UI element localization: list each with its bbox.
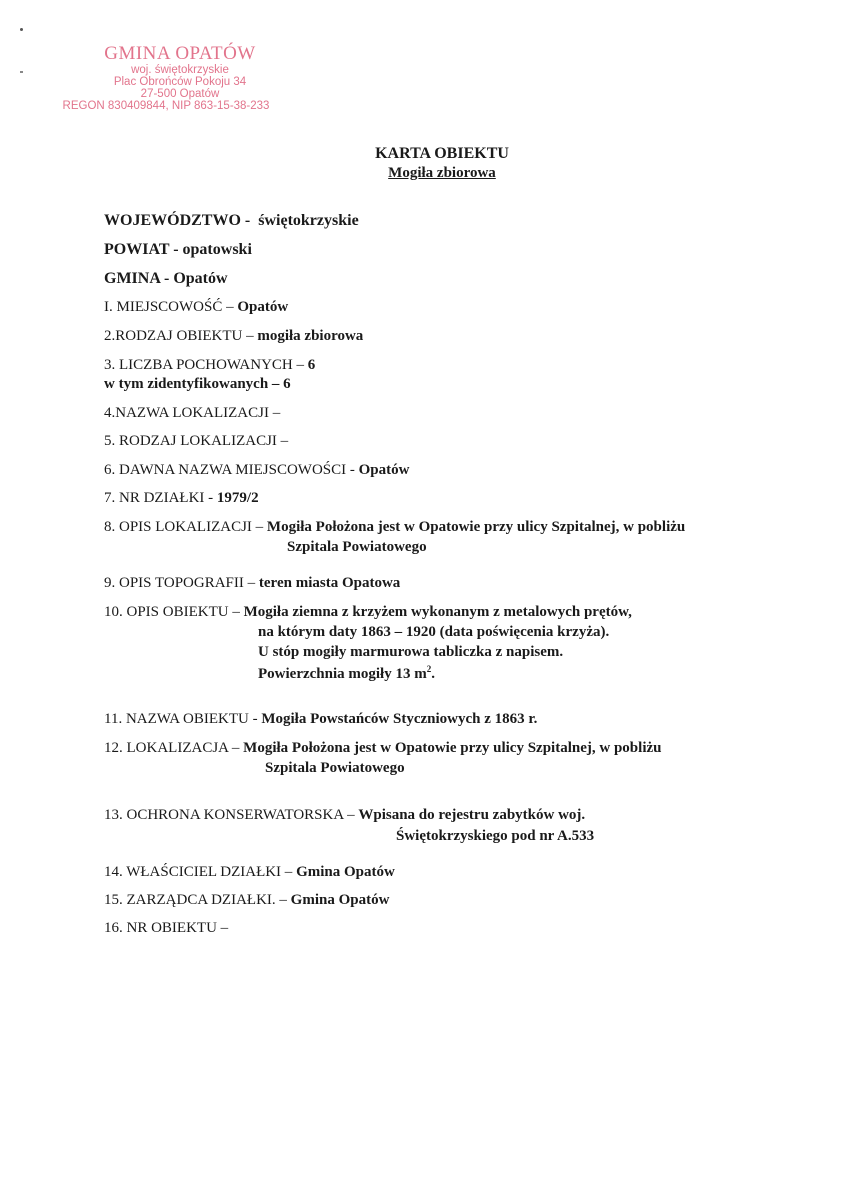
field-value: . bbox=[431, 666, 435, 682]
field-13-cont: Świętokrzyskiego pod nr A.533 bbox=[396, 828, 595, 844]
field-13 bbox=[104, 807, 585, 824]
field-label: I. MIEJSCOWOŚĆ – bbox=[104, 299, 234, 315]
field-2 bbox=[104, 328, 363, 345]
document-title: KARTA OBIEKTU bbox=[375, 145, 509, 162]
field-5 bbox=[104, 433, 288, 450]
scan-speck bbox=[20, 71, 23, 73]
field-gmina bbox=[104, 270, 228, 288]
field-8-cont: Szpitala Powiatowego bbox=[287, 539, 427, 555]
field-label: 5. RODZAJ LOKALIZACJI – bbox=[104, 433, 289, 449]
field-10-area bbox=[258, 664, 435, 683]
field-value: Mogiła ziemna z krzyżem wykonanym z metalowych prętów, bbox=[243, 604, 632, 620]
stamp-line: Plac Obrońców Pokoju 34 bbox=[113, 76, 247, 88]
field-7 bbox=[104, 490, 259, 507]
scan-speck bbox=[20, 28, 23, 31]
field-12 bbox=[104, 740, 662, 757]
field-8 bbox=[104, 519, 685, 536]
field-value: Powierzchnia mogiły 13 m bbox=[258, 666, 427, 682]
field-label: WOJEWÓDZTWO - bbox=[104, 212, 251, 229]
field-label: 12. LOKALIZACJA – bbox=[104, 740, 240, 756]
field-value: Opatów bbox=[173, 270, 228, 287]
field-value: Opatów bbox=[237, 299, 289, 315]
field-14 bbox=[104, 864, 395, 881]
field-label: POWIAT - bbox=[104, 241, 179, 258]
field-value: Wpisana do rejestru zabytków woj. bbox=[358, 807, 586, 823]
field-value: świętokrzyskie bbox=[258, 212, 359, 229]
office-stamp bbox=[62, 43, 280, 113]
field-10-cont: U stóp mogiły marmurowa tabliczka z napisem. bbox=[258, 644, 564, 660]
field-label: 10. OPIS OBIEKTU – bbox=[104, 604, 240, 620]
field-value: Gmina Opatów bbox=[296, 864, 395, 880]
field-4 bbox=[104, 405, 280, 422]
field-value: mogiła zbiorowa bbox=[257, 328, 364, 344]
field-1 bbox=[104, 299, 288, 316]
field-10-cont: na którym daty 1863 – 1920 (data poświęcenia krzyża). bbox=[258, 624, 610, 640]
field-wojewodztwo bbox=[104, 212, 359, 230]
field-15 bbox=[104, 892, 389, 909]
field-12-cont: Szpitala Powiatowego bbox=[265, 760, 405, 776]
field-label: 8. OPIS LOKALIZACJI – bbox=[104, 519, 264, 535]
field-label: 4.NAZWA LOKALIZACJI – bbox=[104, 405, 281, 421]
superscript: 2 bbox=[426, 664, 432, 674]
field-label: 3. LICZBA POCHOWANYCH – bbox=[104, 357, 305, 373]
field-label: 14. WŁAŚCICIEL DZIAŁKI – bbox=[104, 864, 293, 880]
stamp-line: 27-500 Opatów bbox=[140, 88, 220, 101]
field-value: opatowski bbox=[182, 241, 252, 258]
field-label: 16. NR OBIEKTU – bbox=[104, 920, 229, 936]
field-3-sub: w tym zidentyfikowanych – 6 bbox=[104, 376, 291, 392]
field-3 bbox=[104, 357, 315, 374]
field-11 bbox=[104, 711, 537, 728]
field-label: 6. DAWNA NAZWA MIEJSCOWOŚCI - bbox=[104, 462, 355, 478]
field-value: Mogiła Powstańców Styczniowych z 1863 r. bbox=[261, 711, 538, 727]
field-value: 6 bbox=[307, 357, 316, 373]
field-label: 9. OPIS TOPOGRAFII – bbox=[104, 575, 256, 591]
field-value: Mogiła Położona jest w Opatowie przy ulicy Szpitalnej, w pobliżu bbox=[266, 519, 686, 535]
field-16 bbox=[104, 920, 228, 937]
document-subtitle: Mogiła zbiorowa bbox=[388, 165, 496, 181]
field-9 bbox=[104, 575, 400, 592]
field-10 bbox=[104, 604, 632, 621]
field-label: 7. NR DZIAŁKI - bbox=[104, 490, 214, 506]
field-value: Mogiła Położona jest w Opatowie przy ulicy Szpitalnej, w pobliżu bbox=[243, 740, 662, 756]
field-label: 13. OCHRONA KONSERWATORSKA – bbox=[104, 807, 355, 823]
field-label: 2.RODZAJ OBIEKTU – bbox=[104, 328, 254, 344]
stamp-title: GMINA OPATÓW bbox=[104, 43, 256, 64]
field-label: GMINA - bbox=[104, 270, 170, 287]
field-value: Gmina Opatów bbox=[290, 892, 390, 908]
field-6 bbox=[104, 462, 409, 479]
stamp-line: REGON 830409844, NIP 863-15-38-233 bbox=[62, 100, 270, 113]
field-label: 11. NAZWA OBIEKTU - bbox=[104, 711, 258, 727]
stamp-line: woj. świętokrzyskie bbox=[131, 63, 229, 76]
field-value: 1979/2 bbox=[216, 490, 259, 506]
field-label: 15. ZARZĄDCA DZIAŁKI. – bbox=[104, 892, 287, 908]
field-value: teren miasta Opatowa bbox=[258, 575, 401, 591]
field-powiat bbox=[104, 241, 252, 259]
field-value: Opatów bbox=[358, 462, 410, 478]
